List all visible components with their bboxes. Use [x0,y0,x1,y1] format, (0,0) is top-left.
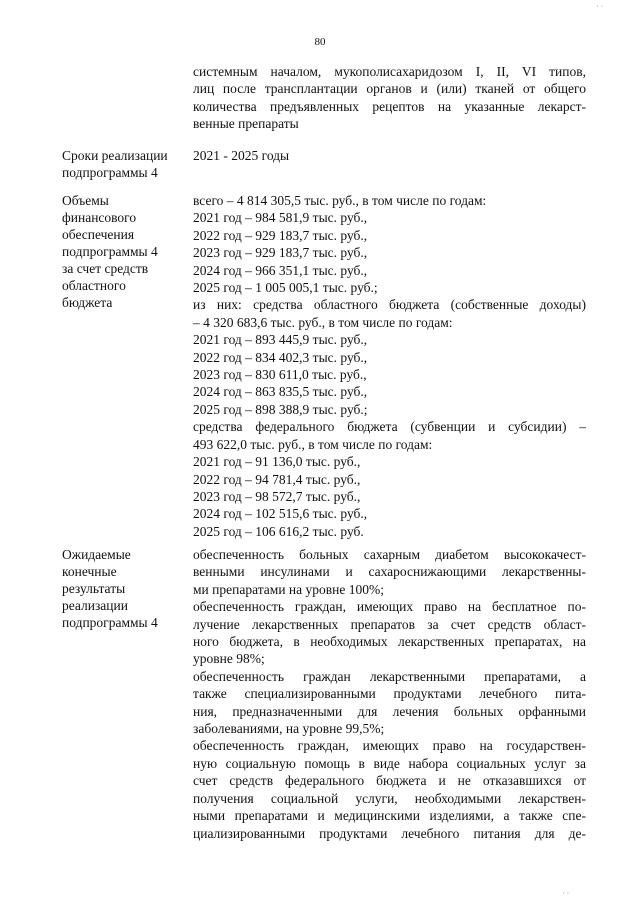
results-line: венными инсулинами и сахароснижающими лекарственны- [193,564,586,580]
results-line: циализированными продуктами лечебного питания для де- [193,825,586,841]
funding-line: 2023 год – 98 572,7 тыс. руб., [193,488,361,504]
results-line: обеспеченность больных сахарным диабетом высококачест- [193,547,586,562]
terms-value: 2021 - 2025 годы [193,148,290,163]
funding-line: 2021 год – 91 136,0 тыс. руб., [193,454,361,470]
results-line: ного бюджета, в необходимых лекарственных препаратах, на [193,634,586,650]
intro-line: количества предъявленных рецептов на указанные лекарст- [193,98,586,114]
results-line: ную социальную помощь в виде набора социальных услуг за [193,755,586,771]
results-text [193,546,586,842]
funding-line: 2025 год – 1 005 005,1 тыс. руб.; [193,280,378,296]
funding-line: из них: средства областного бюджета (собственные доходы) [193,297,586,313]
funding-line: – 4 320 683,6 тыс. руб., в том числе по годам: [193,314,453,330]
funding-line: 2022 год – 94 781,4 тыс. руб., [193,471,361,487]
terms-value-block [193,147,586,164]
funding-line: 2021 год – 893 445,9 тыс. руб., [193,332,368,348]
results-line: уровне 98%; [193,651,265,667]
funding-line: 2024 год – 966 351,1 тыс. руб., [193,262,368,278]
funding-line: всего – 4 814 305,5 тыс. руб., в том числе по годам: [193,193,487,208]
page-number: 80 [314,36,326,48]
intro-line: венные препараты [193,116,299,132]
intro-line: лиц после трансплантации органов и (или) тканей от общего [193,81,586,97]
results-line: ния, предназначенными для лечения больных орфанными [193,703,586,719]
funding-line: 2022 год – 929 183,7 тыс. руб., [193,227,368,243]
funding-text [193,192,586,540]
results-line: обеспеченность граждан, имеющих право на государствен- [193,738,586,754]
funding-line: 2023 год – 830 611,0 тыс. руб., [193,367,367,383]
funding-line: 2025 год – 898 388,9 тыс. руб.; [193,401,368,417]
funding-line: 493 622,0 тыс. руб., в том числе по годам: [193,436,433,452]
funding-line: 2022 год – 834 402,3 тыс. руб., [193,349,368,365]
funding-line: 2025 год – 106 616,2 тыс. руб. [193,523,364,539]
scan-mark-bottom: · · [562,889,570,898]
results-line: получения социальной услуги, необходимыми лекарствен- [193,790,586,806]
results-line: лучение лекарственных препаратов за счет средств област- [193,616,586,632]
intro-line: системным началом, мукополисахаридозом I, II, VI типов, [193,64,586,79]
intro-text [193,63,586,133]
results-line: ными препаратами и медицинскими изделиями, а также спе- [193,808,586,824]
results-line: обеспеченность граждан лекарственными препаратами, а [193,668,586,684]
results-label: Ожидаемые конечные результаты реализации подпрограммы 4 [62,547,158,630]
funding-line: 2023 год – 929 183,7 тыс. руб., [193,245,368,261]
results-line: ми препаратами на уровне 100%; [193,581,384,597]
funding-line: 2024 год – 863 835,5 тыс. руб., [193,384,368,400]
results-line: также специализированными продуктами лечебного пита- [193,686,586,702]
terms-label: Сроки реализации подпрограммы 4 [62,148,168,180]
scan-mark-top: · · [596,2,604,11]
results-line: обеспеченность граждан, имеющих право на бесплатное по- [193,599,586,615]
results-line: счет средств федерального бюджета и не отказавшихся от [193,773,586,789]
funding-label: Объемы финансового обеспечения подпрограммы 4 за счет средств областного бюджета [62,193,158,310]
results-line: заболеваниями, на уровне 99,5%; [193,721,385,737]
funding-line: средства федерального бюджета (субвенции и субсидии) – [193,419,586,435]
funding-line: 2021 год – 984 581,9 тыс. руб., [193,210,368,226]
funding-line: 2024 год – 102 515,6 тыс. руб., [193,506,368,522]
